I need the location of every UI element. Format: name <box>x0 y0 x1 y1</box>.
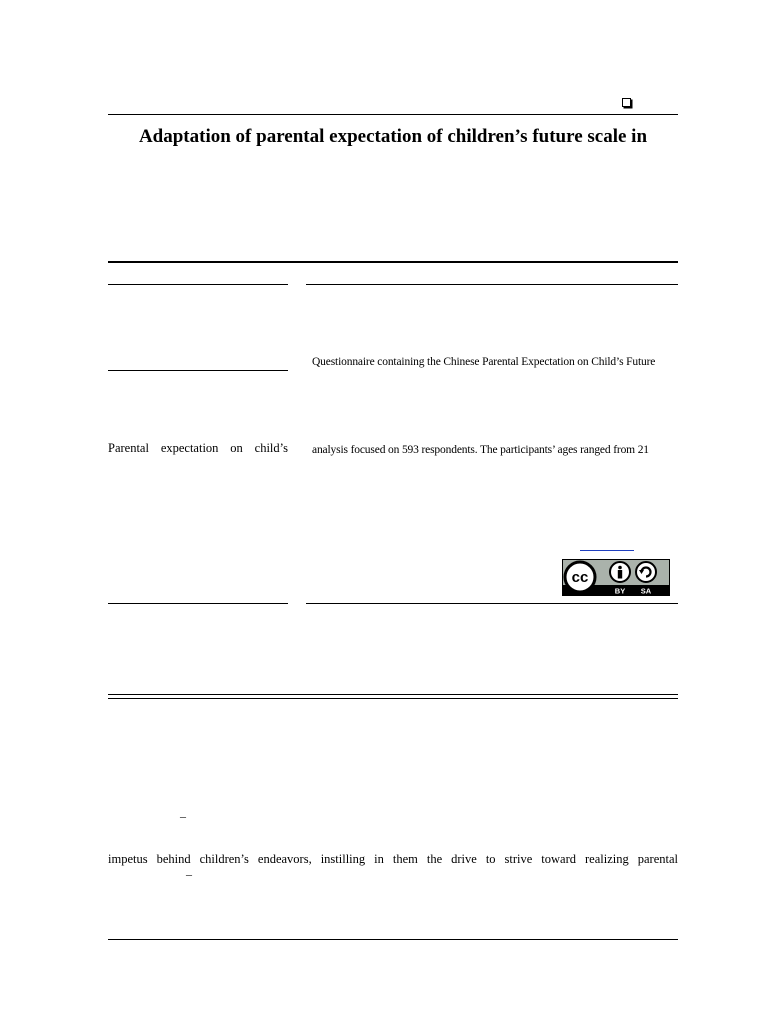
abstract-line-2: analysis focused on 593 respondents. The participants’ ages ranged from 21 <box>312 444 649 456</box>
license-link[interactable] <box>580 550 634 551</box>
body-dash-2: – <box>186 867 192 881</box>
header-rule <box>108 114 678 115</box>
title-block-rule <box>108 261 678 263</box>
sidebar-bottom-rule <box>108 603 288 604</box>
abstract-bottom-rule <box>306 603 678 604</box>
body-separator-rule-top <box>108 694 678 695</box>
by-label: BY <box>614 586 626 596</box>
page-title: Adaptation of parental expectation of children’s future scale in <box>138 126 648 147</box>
sidebar-top-rule <box>108 284 288 285</box>
cc-by-sa-license-icon[interactable] <box>562 559 670 596</box>
keywords-text: Parental expectation on child’s <box>108 441 288 455</box>
body-line-1: impetus behind children’s endeavors, instilling in them the drive to strive toward realizing parental <box>108 852 678 866</box>
checkbox-icon <box>622 98 631 107</box>
sa-label: SA <box>640 586 652 596</box>
footer-rule <box>108 939 678 940</box>
abstract-line-1: Questionnaire containing the Chinese Parental Expectation on Child’s Future <box>312 356 656 368</box>
body-separator-rule-bottom <box>108 698 678 699</box>
body-dash-1: – <box>180 809 186 823</box>
sidebar-middle-rule <box>108 370 288 371</box>
abstract-top-rule <box>306 284 678 285</box>
cc-label: cc <box>571 569 589 586</box>
